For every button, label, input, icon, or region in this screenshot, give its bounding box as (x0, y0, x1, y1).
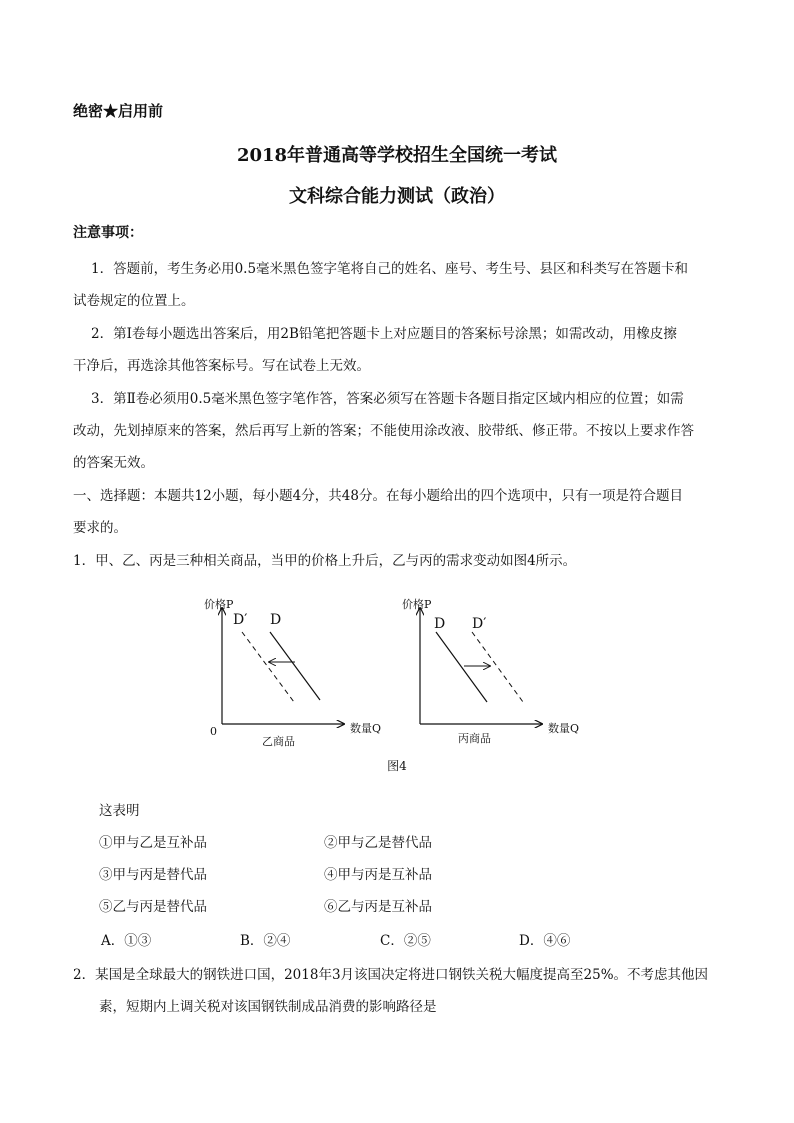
curve-label-d: D (270, 612, 282, 628)
statement-6: ⑥乙与丙是互补品 (324, 899, 432, 915)
demand-curves-chart (196, 592, 596, 752)
statement-5: ⑤乙与丙是替代品 (99, 899, 207, 915)
option-a: A．①③ (101, 933, 152, 949)
note-line: 3．第Ⅱ卷必须用0.5毫米黑色签字笔作答，答案必须写在答题卡各题目指定区域内相应的位置；如需 (91, 391, 684, 407)
x-axis-label: 数量Q (548, 722, 580, 735)
question-2-stem: 素，短期内上调关税对该国钢铁制成品消费的影响路径是 (99, 999, 437, 1015)
note-line: 改动，先划掉原来的答案，然后再写上新的答案；不能使用涂改液、胶带纸、修正带。不按以上要求作答 (73, 423, 694, 439)
y-axis-label: 价格P (402, 598, 432, 611)
panel-title: 乙商品 (262, 735, 295, 748)
statement-3: ③甲与丙是替代品 (99, 867, 207, 883)
statement-4: ④甲与丙是互补品 (324, 867, 432, 883)
panel-title: 丙商品 (458, 732, 491, 745)
secret-label: 绝密★启用前 (73, 102, 164, 120)
note-line: 2．第Ⅰ卷每小题选出答案后，用2B铅笔把答题卡上对应题目的答案标号涂黑；如需改动，用橡皮擦 (91, 326, 677, 342)
note-line: 1．答题前，考生务必用0.5毫米黑色签字笔将自己的姓名、座号、考生号、县区和科类写在答题卡和 (91, 261, 689, 277)
exam-title: 2018年普通高等学校招生全国统一考试 (236, 145, 558, 166)
curve-d-prime-dashed (242, 632, 294, 702)
statement-1: ①甲与乙是互补品 (99, 835, 207, 851)
section-instruction: 要求的。 (73, 520, 127, 536)
note-line: 试卷规定的位置上。 (73, 293, 195, 309)
exam-subtitle: 文科综合能力测试（政治） (289, 186, 505, 207)
option-d: D．④⑥ (519, 933, 571, 949)
curve-label-d: D (434, 616, 446, 632)
figure-4 (196, 592, 596, 756)
figure-caption: 图4 (387, 759, 407, 773)
curve-d-solid (270, 632, 320, 700)
curve-label-d-prime: D′ (472, 616, 487, 632)
x-axis-label: 数量Q (350, 722, 382, 735)
statement-2: ②甲与乙是替代品 (324, 835, 432, 851)
notes-heading: 注意事项： (73, 225, 143, 241)
note-line: 的答案无效。 (73, 455, 154, 471)
y-axis-label: 价格P (204, 598, 234, 611)
option-c: C．②⑤ (380, 933, 431, 949)
question-1-stem: 1．甲、乙、丙是三种相关商品，当甲的价格上升后，乙与丙的需求变动如图4所示。 (73, 553, 577, 569)
question-1-lead: 这表明 (99, 803, 140, 819)
curve-label-d-prime: D′ (233, 612, 248, 628)
note-line: 干净后，再选涂其他答案标号。写在试卷上无效。 (73, 358, 370, 374)
origin-label: 0 (210, 725, 217, 738)
section-instruction: 一、选择题：本题共12小题，每小题4分，共48分。在每小题给出的四个选项中，只有一项是符合题目 (73, 488, 683, 504)
question-2-stem: 2．某国是全球最大的钢铁进口国，2018年3月该国决定将进口钢铁关税大幅度提高至25%。不考虑其他因 (73, 967, 709, 983)
option-b: B．②④ (240, 933, 291, 949)
